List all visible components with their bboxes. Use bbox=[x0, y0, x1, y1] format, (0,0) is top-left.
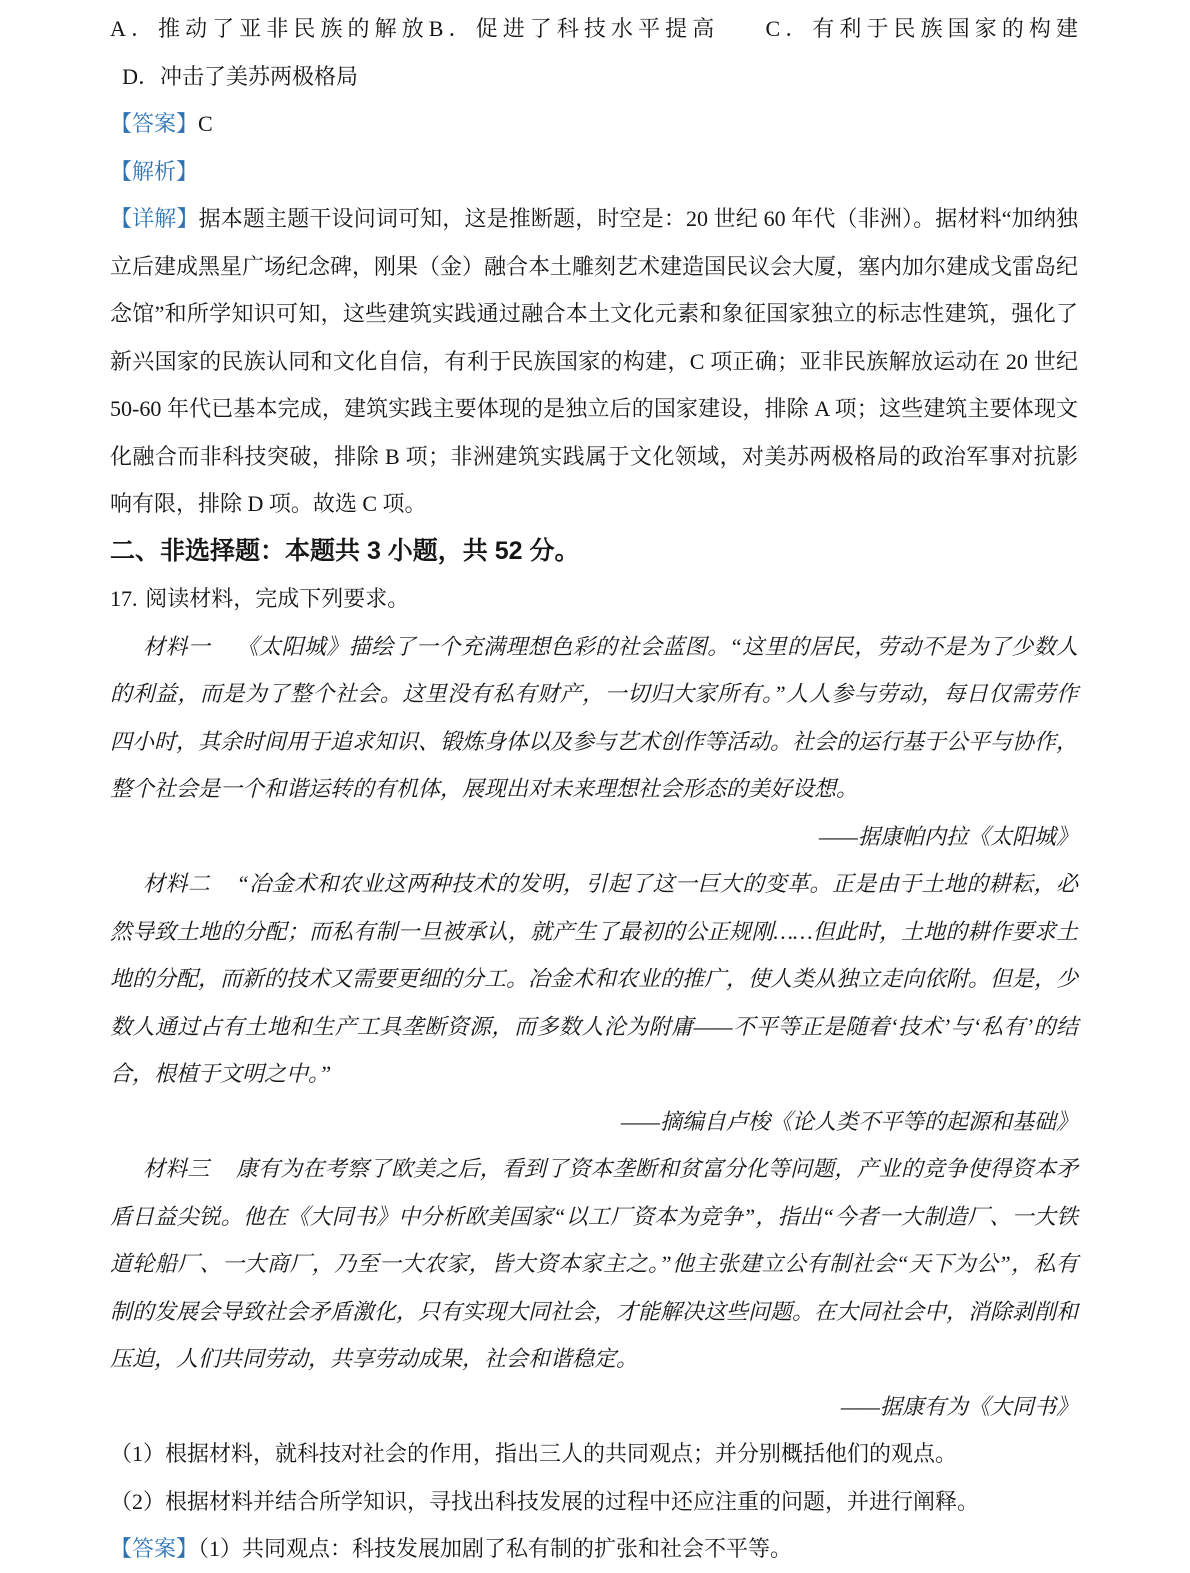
question16-answer-line bbox=[110, 100, 1078, 148]
option-c-key: C． bbox=[765, 16, 813, 41]
answer-label: 【答案】 bbox=[110, 111, 199, 136]
section-heading: 二、非选择题：本题共 3 小题，共 52 分。 bbox=[110, 536, 580, 565]
material-3-paragraph bbox=[110, 1145, 1078, 1383]
material-2-paragraph bbox=[110, 860, 1078, 1098]
option-a bbox=[110, 16, 429, 41]
option-c bbox=[765, 16, 1078, 41]
sub-question-1: （1）根据材料，就科技对社会的作用，指出三人的共同观点；并分别概括他们的观点。 bbox=[110, 1441, 958, 1466]
option-c-text: 有利于民族国家的构建 bbox=[812, 16, 1078, 41]
material-1-text: 《太阳城》描绘了一个充满理想色彩的社会蓝图。“这里的居民，劳动不是为了少数人的利益，而是为了整个社会。这里没有私有财产，一切归大家所有。”人人参与劳动，每日仅需劳作四小时，其余时间用于追求知识、锻炼身体以及参与艺术创作等活动。社会的运行基于公平与协作，整个社会是一个和谐运转的有机体，展现出对未来理想社会形态的美好设想。 bbox=[110, 633, 1079, 801]
material-2-title: 材料二 bbox=[143, 871, 211, 896]
question17-intro: 阅读材料，完成下列要求。 bbox=[145, 586, 410, 611]
material-3-title: 材料三 bbox=[143, 1156, 210, 1181]
detail-text: 据本题主题干设问词可知，这是推断题，时空是：20 世纪 60 年代（非洲）。据材料“加纳独立后建成黑星广场纪念碑，刚果（金）融合本土雕刻艺术建造国民议会大厦，塞内加尔建成戈雷岛纪念馆”和所学知识可知，这些建筑实践通过融合本土文化元素和象征国家独立的标志性建筑，强化了新兴国家的民族认同和文化自信，有利于民族国家的构建，C 项正确；亚非民族解放运动在 20 世纪 50-60 年代已基本完成，建筑实践主要体现的是独立后的国家建设，排除 A 项；这些建筑主要体现文化融合而非科技突破，排除 B 项；非洲建筑实践属于文化领域，对美苏两极格局的政治军事对抗影响有限，排除 D 项。故选 C 项。 bbox=[110, 206, 1079, 516]
answer-text: （1）共同观点：科技发展加剧了私有制的扩张和社会不平等。 bbox=[198, 1536, 793, 1561]
question17-number: 17. bbox=[110, 586, 138, 611]
option-a-text: 推动了亚非民族的解放 bbox=[158, 16, 429, 41]
option-b-key: B． bbox=[428, 16, 476, 41]
material-3-text: 康有为在考察了欧美之后，看到了资本垄断和贫富分化等问题，产业的竞争使得资本矛盾日益尖锐。他在《大同书》中分析欧美国家“以工厂资本为竞争”，指出“今者一大制造厂、一大铁道轮船厂、一大商厂，乃至一大农家，皆大资本家主之。”他主张建立公有制社会“天下为公”，私有制的发展会导致社会矛盾激化，只有实现大同社会，才能解决这些问题。在大同社会中，消除剥削和压迫，人们共同劳动，共享劳动成果，社会和谐稳定。 bbox=[110, 1156, 1079, 1371]
detail-label: 【详解】 bbox=[110, 206, 199, 231]
question17-answer-line bbox=[110, 1525, 1078, 1573]
analysis-label: 【解析】 bbox=[110, 158, 199, 184]
answer-label: 【答案】 bbox=[110, 1536, 199, 1561]
material-2-source: ——摘编自卢梭《论人类不平等的起源和基础》 bbox=[620, 1108, 1078, 1134]
material-3-source: ——据康有为《大同书》 bbox=[840, 1393, 1078, 1419]
answer-value: C bbox=[198, 111, 213, 136]
material-1-source: ——据康帕内拉《太阳城》 bbox=[818, 823, 1078, 849]
option-d-text: 冲击了美苏两极格局 bbox=[159, 63, 358, 89]
option-b bbox=[429, 16, 720, 41]
option-a-key: A． bbox=[110, 16, 159, 41]
sub-question-2: （2）根据材料并结合所学知识，寻找出科技发展的过程中还应注重的问题，并进行阐释。 bbox=[110, 1488, 980, 1514]
question16-detail-paragraph bbox=[110, 195, 1078, 528]
option-d bbox=[122, 64, 358, 89]
option-b-text: 促进了科技水平提高 bbox=[475, 16, 720, 41]
material-2-text: “冶金术和农业这两种技术的发明，引起了这一巨大的变革。正是由于土地的耕耘，必然导致土地的分配；而私有制一旦被承认，就产生了最初的公正规刚……但此时，土地的耕作要求土地的分配，而新的技术又需要更细的分工。冶金术和农业的推广，使人类从独立走向依附。但是，少数人通过占有土地和生产工具垄断资源，而多数人沦为附庸——不平等正是随着‘技术’与‘私有’的结合，根植于文明之中。” bbox=[110, 871, 1079, 1086]
material-1-title: 材料一 bbox=[143, 633, 211, 659]
option-d-key: D． bbox=[122, 63, 160, 89]
material-1-paragraph bbox=[110, 623, 1078, 813]
question16-analysis-line bbox=[110, 148, 1078, 196]
question16-options-line bbox=[110, 5, 1078, 100]
question17-intro-line bbox=[110, 575, 1078, 623]
